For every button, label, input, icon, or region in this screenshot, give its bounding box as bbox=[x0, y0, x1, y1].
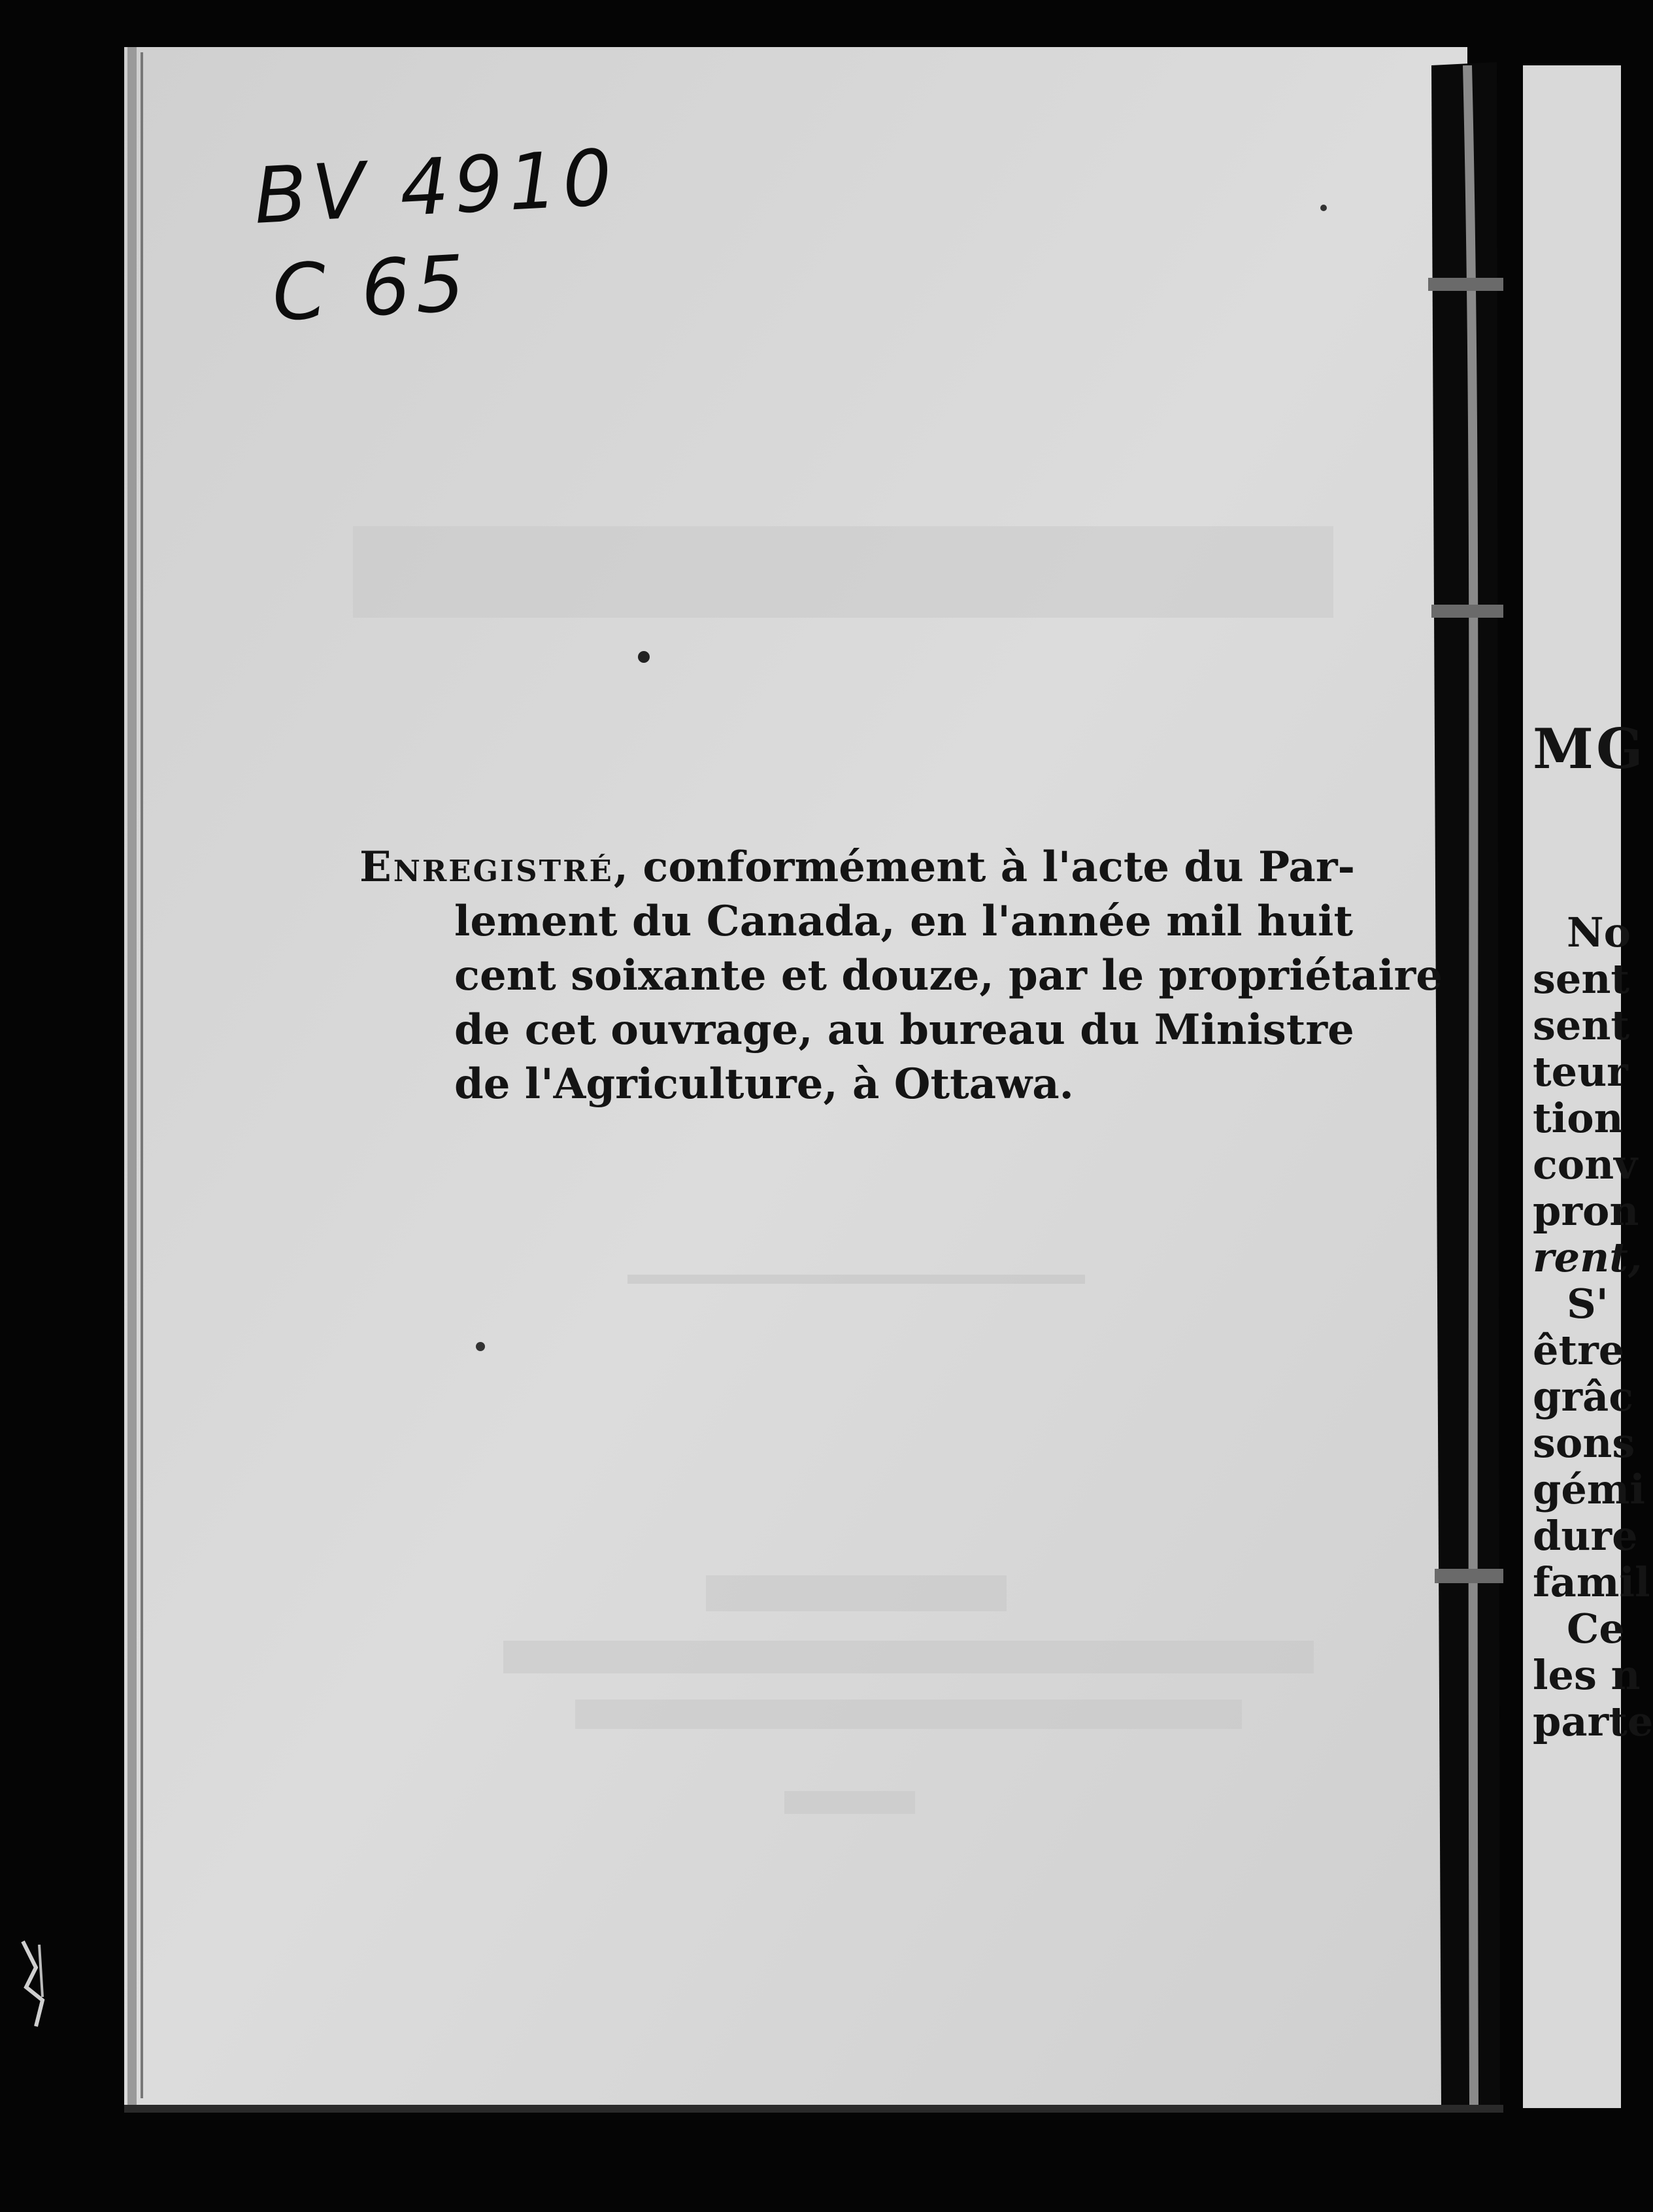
facing-line: tion bbox=[1533, 1094, 1624, 1142]
facing-line: Ce bbox=[1567, 1605, 1625, 1652]
facing-line: parte bbox=[1533, 1698, 1653, 1745]
facing-line: pron bbox=[1533, 1187, 1639, 1235]
book-spine bbox=[1431, 62, 1500, 2108]
facing-line: rent, bbox=[1533, 1233, 1643, 1281]
facing-line: sons bbox=[1533, 1419, 1635, 1467]
registration-line-4: de cet ouvrage, au bureau du Ministre bbox=[454, 1005, 1354, 1054]
facing-line: dure bbox=[1533, 1512, 1638, 1560]
facing-line: être bbox=[1533, 1326, 1625, 1374]
registration-keyword: Enregistré bbox=[359, 843, 614, 892]
registration-line-3: cent soixante et douze, par le propriétaire bbox=[454, 951, 1443, 1000]
facing-line: grâc bbox=[1533, 1373, 1633, 1420]
facing-line: conv bbox=[1533, 1141, 1638, 1188]
facing-line: les n bbox=[1533, 1651, 1641, 1699]
registration-line-2: lement du Canada, en l'année mil huit bbox=[454, 897, 1353, 946]
call-number-line-2: C 65 bbox=[270, 237, 473, 339]
facing-line: sent bbox=[1533, 1001, 1630, 1049]
registration-line-1-rest: , conformément à l'acte du Par- bbox=[613, 843, 1356, 892]
facing-line: No bbox=[1567, 909, 1631, 956]
facing-line: sent bbox=[1533, 955, 1630, 1003]
registration-notice bbox=[359, 840, 1443, 1111]
facing-line: gémi bbox=[1533, 1466, 1645, 1513]
registration-line-1 bbox=[359, 840, 1356, 894]
facing-line: teur bbox=[1533, 1048, 1628, 1096]
handwritten-call-number bbox=[252, 128, 624, 343]
facing-page-fragment bbox=[1533, 716, 1653, 1745]
facing-line: S' bbox=[1567, 1280, 1609, 1328]
call-number-line-1: BV 4910 bbox=[252, 131, 620, 241]
registration-line-5: de l'Agriculture, à Ottawa. bbox=[454, 1060, 1074, 1109]
facing-page-heading: MG bbox=[1533, 716, 1646, 781]
facing-line: famil bbox=[1533, 1558, 1650, 1606]
